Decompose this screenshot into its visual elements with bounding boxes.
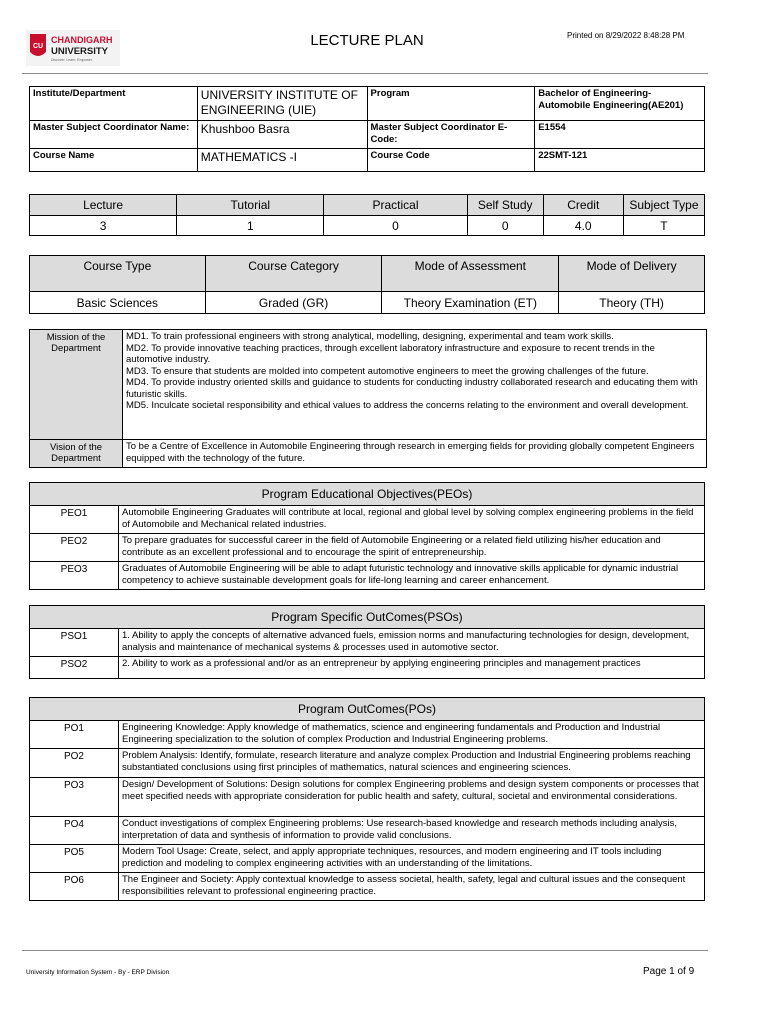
course-name-value: MATHEMATICS -I	[197, 149, 367, 172]
credit-value: 0	[467, 216, 543, 236]
po-code: PO5	[30, 845, 119, 873]
coordinator-ecode-label: Master Subject Coordinator E-Code:	[367, 121, 535, 149]
course-type-header: Course Category	[205, 256, 382, 292]
institute-value: UNIVERSITY INSTITUTE OF ENGINEERING (UIE)	[197, 87, 367, 121]
printed-timestamp: Printed on 8/29/2022 8:48:28 PM	[567, 31, 685, 40]
po-title: Program OutComes(POs)	[30, 698, 705, 721]
po-text: Design/ Development of Solutions: Design solutions for complex Engineering problems and design system components or processes that meet specified needs with appropriate consideration for public health and safety, cultural, societal and environmental considerations.	[119, 778, 705, 817]
peo-text: To prepare graduates for successful career in the field of Automobile Engineering or a related field utilizing his/her education and contribute as an excellent professional and to encourage the spirit of entrepreneurship.	[119, 534, 705, 562]
peo-text: Graduates of Automobile Engineering will be able to adapt futuristic technology and innovative skills applicable for dynamic industrial competency to achieve sustainable development goals for life-long learning and career enhancement.	[119, 562, 705, 590]
coordinator-ecode-value: E1554	[535, 121, 705, 149]
mission-label: Mission of the Department	[30, 330, 123, 440]
credit-header: Tutorial	[177, 195, 324, 216]
credit-value: 4.0	[543, 216, 623, 236]
credit-header: Credit	[543, 195, 623, 216]
svg-text:Discover. Learn. Empower.: Discover. Learn. Empower.	[51, 58, 93, 62]
po-code: PO6	[30, 873, 119, 901]
po-text: Modern Tool Usage: Create, select, and apply appropriate techniques, resources, and modern engineering and IT tools including prediction and modeling to complex engineering activities with an understanding of the limitations.	[119, 845, 705, 873]
pso-table	[29, 605, 705, 679]
mission-item: MD3. To ensure that students are molded into competent automotive engineers to meet the growing challenges of the future.	[126, 365, 649, 377]
course-type-header: Mode of Assessment	[382, 256, 559, 292]
peo-code: PEO3	[30, 562, 119, 590]
pso-title: Program Specific OutComes(PSOs)	[30, 606, 705, 629]
peo-code: PEO1	[30, 506, 119, 534]
course-info-table	[29, 86, 705, 172]
bottom-divider	[22, 950, 708, 951]
institute-label: Institute/Department	[30, 87, 198, 121]
course-type-header: Course Type	[30, 256, 206, 292]
course-type-header: Mode of Delivery	[559, 256, 705, 292]
program-label: Program	[367, 87, 535, 121]
program-value: Bachelor of Engineering-Automobile Engineering(AE201)	[535, 87, 705, 121]
mission-item: MD4. To provide industry oriented skills and guidance to students for conducting industry collaborated research and educating them with futuristic skills.	[126, 377, 698, 400]
peo-code: PEO2	[30, 534, 119, 562]
svg-text:CHANDIGARH: CHANDIGARH	[51, 35, 113, 45]
pso-text: 2. Ability to work as a professional and/or as an entrepreneur by applying engineering principles and management practices	[119, 657, 705, 679]
svg-text:UNIVERSITY: UNIVERSITY	[51, 46, 109, 57]
po-table	[29, 697, 705, 901]
footer-system-name: University Information System - By - ERP Division	[26, 969, 170, 976]
peo-title: Program Educational Objectives(PEOs)	[30, 483, 705, 506]
po-text: Conduct investigations of complex Engineering problems: Use research-based knowledge and research methods including analysis, interpretation of data and synthesis of information to provide valid conclusions.	[119, 817, 705, 845]
credit-header: Subject Type	[623, 195, 704, 216]
svg-text:CU: CU	[32, 43, 44, 50]
credit-table	[29, 194, 705, 236]
mission-item: MD2. To provide innovative teaching practices, through excellent laboratory infrastructure and exposure to recent trends in the automotive industry.	[126, 342, 655, 365]
po-text: Problem Analysis: Identify, formulate, research literature and analyze complex Production and Industrial Engineering problems reaching substantiated conclusions using first principles of mathematics, natural sciences and engineering sciences.	[119, 749, 705, 778]
course-name-label: Course Name	[30, 149, 198, 172]
credit-header: Self Study	[467, 195, 543, 216]
coordinator-value: Khushboo Basra	[197, 121, 367, 149]
course-type-value: Basic Sciences	[30, 292, 206, 314]
credit-value: 0	[324, 216, 467, 236]
mission-vision-table	[29, 329, 707, 468]
pso-code: PSO2	[30, 657, 119, 679]
credit-value: 3	[30, 216, 177, 236]
po-text: Engineering Knowledge: Apply knowledge of mathematics, science and engineering fundamentals and Production and Industrial Engineering specialization to the solution of complex Production and Industrial Engineering problems.	[119, 721, 705, 749]
course-type-table	[29, 255, 705, 314]
course-code-label: Course Code	[367, 149, 535, 172]
mission-item: MD5. Inculcate societal responsibility and ethical values to address the concerns relating to the environment and overall development.	[126, 400, 689, 411]
course-type-value: Theory Examination (ET)	[382, 292, 559, 314]
course-type-value: Theory (TH)	[559, 292, 705, 314]
credit-value: 1	[177, 216, 324, 236]
page-title: LECTURE PLAN	[310, 32, 424, 49]
coordinator-label: Master Subject Coordinator Name:	[30, 121, 198, 149]
credit-header: Practical	[324, 195, 467, 216]
page-number: Page 1 of 9	[643, 966, 695, 977]
po-code: PO4	[30, 817, 119, 845]
po-code: PO1	[30, 721, 119, 749]
course-code-value: 22SMT-121	[535, 149, 705, 172]
po-code: PO2	[30, 749, 119, 778]
credit-header: Lecture	[30, 195, 177, 216]
vision-label: Vision of the Department	[30, 440, 123, 468]
credit-value: T	[623, 216, 704, 236]
pso-code: PSO1	[30, 629, 119, 657]
top-divider	[22, 73, 708, 74]
po-code: PO3	[30, 778, 119, 817]
peo-table	[29, 482, 705, 590]
course-type-value: Graded (GR)	[205, 292, 382, 314]
mission-item: MD1. To train professional engineers with strong analytical, modelling, designing, experimental and team work skills.	[126, 331, 614, 342]
mission-list	[123, 330, 707, 440]
pso-text: 1. Ability to apply the concepts of alternative advanced fuels, emission norms and manufacturing technologies for design, development, analysis and maintenance of mechanical systems & processes used in automotive sector.	[119, 629, 705, 657]
po-text: The Engineer and Society: Apply contextual knowledge to assess societal, health, safety, legal and cultural issues and the consequent responsibilities relevant to professional engineering practice.	[119, 873, 705, 901]
vision-text: To be a Centre of Excellence in Automobile Engineering through research in emerging fields for providing globally competent Engineers equipped with the technology of the future.	[123, 440, 707, 468]
peo-text: Automobile Engineering Graduates will contribute at local, regional and global level by solving complex engineering problems in the field of Automobile and Mechanical related industries.	[119, 506, 705, 534]
